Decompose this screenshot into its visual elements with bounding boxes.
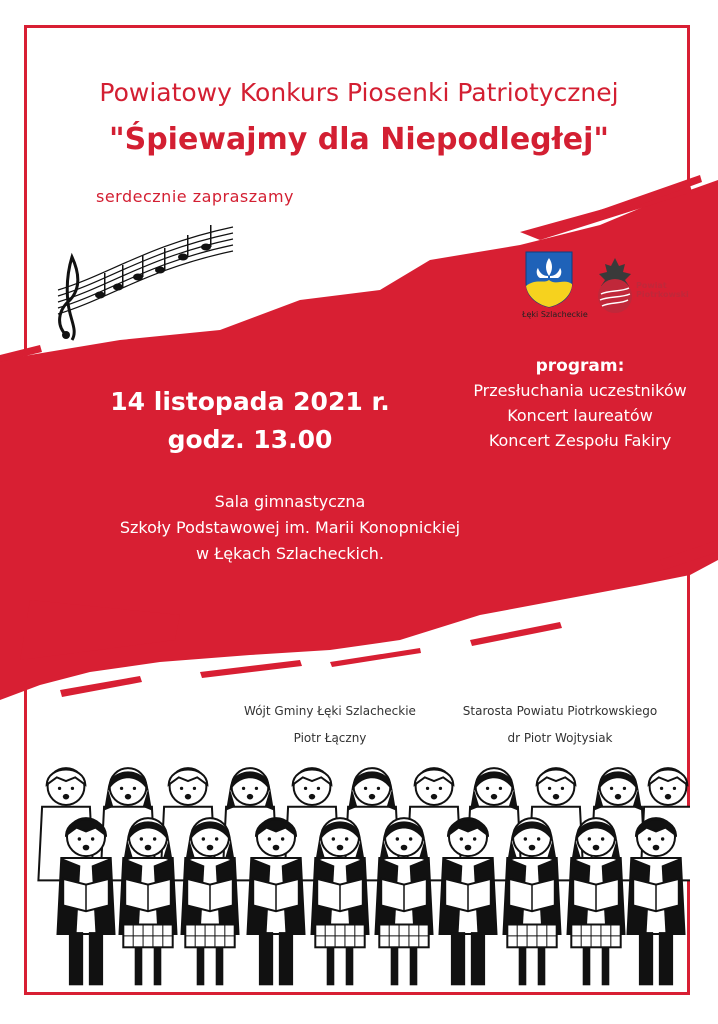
invitation-text: serdecznie zapraszamy <box>96 187 295 206</box>
signature-role: Starosta Powiatu Piotrkowskiego <box>462 704 658 718</box>
contest-title: Powiatowy Konkurs Piosenki Patriotycznej <box>99 78 619 107</box>
program-item: Przesłuchania uczestników <box>473 381 687 400</box>
venue-line: Szkoły Podstawowej im. Marii Konopnickiej <box>119 518 461 537</box>
program-item: Koncert Zespołu Fakiry <box>488 431 672 450</box>
choir-singer <box>182 818 239 985</box>
signature-name: dr Piotr Wojtysiak <box>507 731 613 745</box>
signature-role: Wójt Gminy Łęki Szlacheckie <box>244 704 416 718</box>
program-heading: program: <box>535 356 625 376</box>
choir-singer <box>568 818 625 985</box>
venue-line: Sala gimnastyczna <box>214 492 366 511</box>
coat-of-arms-icon <box>524 250 574 308</box>
powiat-logo-label-line1: Powiat <box>636 281 667 290</box>
powiat-logo-icon <box>595 256 635 316</box>
contest-motto: "Śpiewajmy dla Niepodległej" <box>108 122 610 157</box>
choir-singer <box>376 818 433 985</box>
program-item: Koncert laureatów <box>507 406 653 425</box>
event-date: 14 listopada 2021 r. <box>110 387 390 416</box>
powiat-logo-label <box>636 281 689 299</box>
event-time: godz. 13.00 <box>167 425 333 454</box>
signature-name: Piotr Łączny <box>293 731 367 745</box>
venue-line: w Łękach Szlacheckich. <box>196 544 384 563</box>
gmina-logo-label: Łęki Szlacheckie <box>522 310 588 319</box>
choir-singer <box>120 818 177 985</box>
powiat-logo-label-line2: Piotrkowski <box>636 290 689 299</box>
music-notes-icon <box>38 215 238 345</box>
choir-illustration <box>28 762 690 994</box>
choir-singer <box>504 818 561 985</box>
choir-singer <box>312 818 369 985</box>
